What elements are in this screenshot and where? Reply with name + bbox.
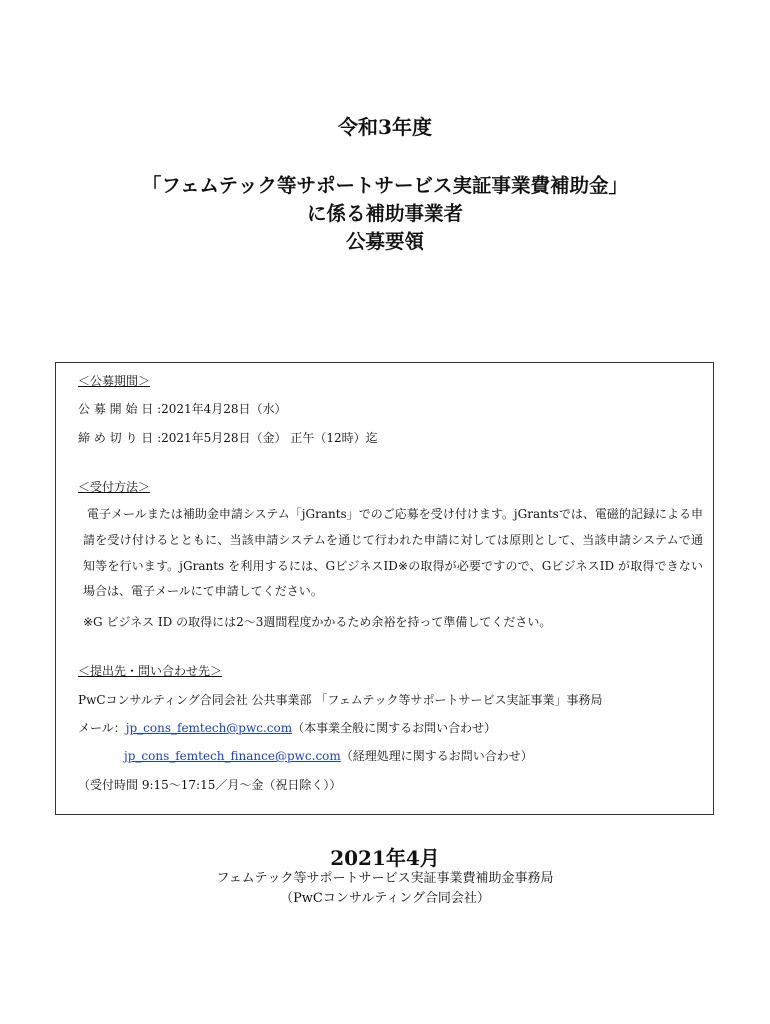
company-name: （PwCコンサルティング合同会社） [280,891,490,906]
info-box [55,362,714,815]
document-title [0,172,770,256]
start-date: 公 募 開 始 日 :2021年4月28日（水） [78,402,287,416]
method-heading: ＜受付方法＞ [78,480,151,494]
contact-heading: ＜提出先・問い合わせ先＞ [78,664,223,678]
document-type-line: 公募要領 [345,230,424,253]
project-name-line: 「フェムテック等サポートサービス実証事業費補助金」 [141,174,629,197]
mail-line-2 [124,747,533,764]
secretariat-name: フェムテック等サポートサービス実証事業費補助金事務局 [216,871,554,886]
end-date: 締 め 切 り 日 :2021年5月28日（金） 正午（12時）迄 [78,431,378,445]
method-description: 電子メールまたは補助金申請システム「jGrants」でのご応募を受け付けます。jGrantsでは、電磁的記録による申請を受け付けるとともに、当該申請システムを通じて行われた申請に対しては原則として、当該申請システムで通知等を行います。jGrants を利用するには、GビジネスID※の取得が必要ですので、GビジネスID が取得できない場合は、電子メールにて申請してください。 [83,507,703,599]
year-title: 令和3年度 [338,115,432,139]
project-subtitle-line: に係る補助事業者 [306,202,463,225]
mail-line-1 [78,719,496,736]
period-heading: ＜公募期間＞ [78,374,151,388]
general-inquiry-email-link[interactable]: jp_cons_femtech@pwc.com [125,721,293,735]
issue-date: 2021年4月 [330,846,440,870]
method-note: ※G ビジネス ID の取得には2～3週間程度かかるため余裕を持って準備してください。 [83,615,552,629]
finance-inquiry-email-link[interactable]: jp_cons_femtech_finance@pwc.com [124,749,341,763]
general-inquiry-note: （本事業全般に関するお問い合わせ） [292,721,497,735]
contact-organization: PwCコンサルティング合同会社 公共事業部 「フェムテック等サポートサービス実証事業」事務局 [78,693,603,707]
mail-label: メール： [78,721,126,735]
finance-inquiry-note: （経理処理に関するお問い合わせ） [340,749,533,763]
reception-hours: （受付時間 9:15～17:15／月～金（祝日除く）） [78,778,342,792]
